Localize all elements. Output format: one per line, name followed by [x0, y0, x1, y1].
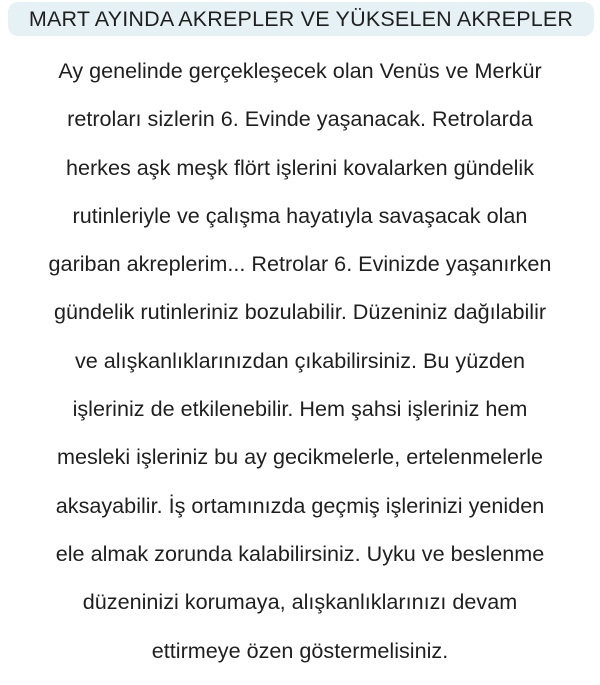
- body-paragraph: [0, 47, 600, 675]
- paragraph-line: retroları sizlerin 6. Evinde yaşanacak. Retrolarda: [67, 106, 533, 132]
- paragraph-line: aksayabilir. İş ortamınızda geçmiş işlerinizi yeniden: [55, 492, 545, 518]
- paragraph-line: ve alışkanlıklarınızdan çıkabilirsiniz. Bu yüzden: [74, 347, 526, 373]
- paragraph-line: gündelik rutinleriniz bozulabilir. Düzeniniz dağılabilir: [53, 299, 547, 325]
- title-banner: [8, 2, 594, 36]
- paragraph-line: ettirmeye özen göstermelisiniz.: [151, 637, 449, 663]
- paragraph-line: rutinleriyle ve çalışma hayatıyla savaşacak olan: [72, 202, 528, 228]
- paragraph-line: işleriniz de etkilenebilir. Hem şahsi işleriniz hem: [72, 396, 528, 422]
- paragraph-line: gariban akreplerim... Retrolar 6. Evinizde yaşanırken: [48, 251, 552, 277]
- paragraph-line: Ay genelinde gerçekleşecek olan Venüs ve Merkür: [58, 58, 542, 83]
- paragraph-line: mesleki işleriniz bu ay gecikmelerle, ertelenmelerle: [56, 444, 544, 470]
- document-title: MART AYINDA AKREPLER VE YÜKSELEN AKREPLER: [28, 6, 574, 31]
- paragraph-line: ele almak zorunda kalabilirsiniz. Uyku ve beslenme: [55, 540, 545, 566]
- paragraph-line: düzeninizi korumaya, alışkanlıklarınızı devam: [82, 589, 518, 615]
- paragraph-line: herkes aşk meşk flört işlerini kovalarken gündelik: [65, 154, 535, 180]
